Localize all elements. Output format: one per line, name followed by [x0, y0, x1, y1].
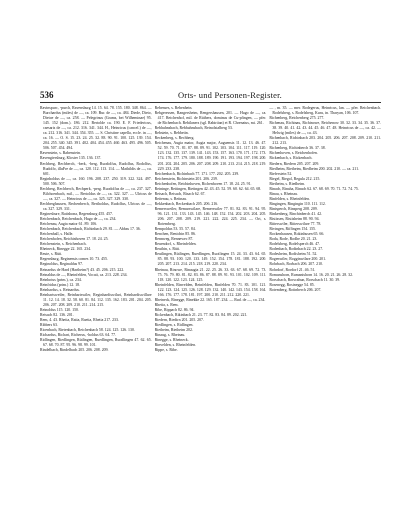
register-entry: Reichenau, Augia maior, Augia major, Auguensis 11. 12. 13. 46. 47. 52. 59. 70. 71. 81. 87. 88. 89. 91. 102. 103. 104. 111. 117. 119. 120. 123. 132. 135. 137. 139. 141. 143. 153. 157. 163. 170. 171. 172. 173. 174. 176. 177. 179. 180. 188. 189. 190. 191. 193. 194. 197. 198. 200. 201. 202. 204. 205. 206. 207. 208. 209. 210. 213. 214. 215. 218. 219. 229. 233. 238.: [154, 141, 267, 171]
register-entry: Reinaldus de —, Rheinfelden, Vocati, ca. 213. 228. 234.: [40, 272, 128, 277]
column-right: [269, 106, 381, 494]
column-left: [40, 106, 152, 494]
register-entry: Rheineck, Rinegge, Rinekke 22. 165. 187. 234. — Rud. de —, ca. 234.: [154, 297, 266, 302]
register-entry: Rechberg, Rechberch, -berk, -berg, Ruodolfus, Rudolfus, Rodolfus, Rudolfo, illuFre de —, ca. 120. 112. 113. 114. — Mathildis de —, ca. 601.: [40, 161, 152, 176]
register-entry: Reininge, Reitingen, Rietingen 42. 43. 45. 52. 59. 60. 62. 64. 65. 68.: [154, 186, 262, 191]
register-entry: Rodesheim, Rodisheim 51. 52.: [269, 252, 318, 257]
register-entry: Rinisperch, Rinsperg 208. 209.: [269, 206, 318, 211]
register-entry: Riedheim, Rietheim, Riedheim 200. 202. 210. — ca. 211.: [269, 166, 359, 171]
register-entry: Reitenau, s. Reitnau.: [154, 196, 187, 201]
register-entry: Ravengiersburg, Kloster 135. 136. 137.: [40, 156, 102, 161]
register-entry: Richenau, Richinau, Richinowe, Reichenow 30. 32. 33. 34. 35. 36. 37. 38. 39. 40. 41. 42. 43. 44. 45. 46. 47. 48. Heinricus de —, ca. 42. — Helwig (miles) de —, ca. 43.: [269, 121, 381, 136]
register-entry: Reichenstein, s. Reichenbach.: [40, 242, 87, 247]
register-entry: Richardus, Richart, Richerus, -holdus 63. 64. 77.: [40, 333, 117, 338]
register-entry: Rechberghausen, Rechenberch, Bertholdus, Rudolfus, Ulricus de —, ca. 327. 329. 331.: [40, 201, 152, 211]
register-entry: Rheinfelden, Rinvelden, Reinfelden, Rinfelden 70. 71. 83. 101. 121. 122. 123. 124. 125. 126. 128. 129. 132. 140. 142. 143. 154. 158. 164. 166. 176. 177. 178. 181. 197. 200. 210. 211. 212. 220. 221.: [154, 282, 267, 297]
register-entry: Rodenbach, Rodinbach 22. 23. 27.: [269, 247, 324, 252]
register-entry: Reginesbure, Ratisbona, Regensburg 455. 457.: [40, 211, 113, 216]
register-entry: Rempoldus 53. 55. 57. 84.: [154, 227, 196, 232]
register-entry: Rinkenberg, Rinchinberch 41. 42.: [269, 211, 323, 216]
register-columns: [40, 106, 381, 494]
page-header: [40, 90, 380, 102]
register-entry: Rietheim, s. Riedheim.: [269, 181, 306, 186]
register-entry: Reichenhofen, Reichinhoven 17. 18. 24. 25.: [40, 237, 109, 242]
register-entry: Reuthin, s. Rüti.: [154, 247, 181, 252]
register-entry: Rieferstein 52.: [269, 171, 293, 176]
register-entry: Rebgeressen, Rangersheim, Rengershausen, 201. — Hugo de —, ca. 417. Reichenhof, mil. de Rüthers, dominus de Cu-pfingen, — pfer. de Richenbach. Rebilaners (sgl. Rabirtian) et R. Chrenaius, mi. 261.: [154, 111, 267, 126]
register-entry: Renchen, Renichin 85. 86.: [154, 232, 196, 237]
register-entry: Rorschach, Rorscahun, Rorschach 11. 30. 39.: [269, 277, 341, 282]
register-entry: Reuendorf, s. Rheinfelden.: [154, 242, 197, 247]
register-entry: Rheineck, Rinegge 22. 165. 234.: [40, 247, 92, 252]
column-middle: [155, 106, 267, 494]
register-entry: Rotemberg, Rotinberch 206. 207.: [269, 287, 322, 292]
register-entry: Rockenhausen, Rokinhusen 65. 66.: [269, 232, 325, 237]
register-entry: Rechberg, Rechberch, Rechperk, -perg. Ruodolfus de —, ca. 237. 327. Bilchoenbach, mil., — Bertoldus de —, ca. 322. 327. — Ulricus de —, ca. 327. — Heinricus de —, ca. 325. 327. 329. 330.: [40, 186, 152, 201]
register-entry: Rhetia, s. Rem.: [154, 302, 179, 307]
register-entry: Reisach, Reisach, Risach 62. 67.: [154, 191, 206, 196]
register-entry: Reinhartsweiler, Reinhartswiler, Reginhardiswilari, Reinhardiswillare 11. 12. 14. 18. 32. 58. 60. 81. 84. 112. 135. 162. 183. 201. 204. 205. 206. 207. 208. 209. 210. 211. 214. 215.: [40, 292, 152, 307]
register-entry: Riegel, Riegol, Regula 212. 215.: [269, 176, 321, 181]
register-entry: Rem, 4. 43. Rhetia, Ratia, Raetia, Rhetia 217. 233.: [40, 317, 119, 322]
register-entry: Riedern, Riedirn 201. 205. 207.: [154, 317, 204, 322]
register-entry: Rennweg, Rennewec 87.: [154, 237, 194, 242]
register-entry: Reginboldus de —, ca. 160. 196. 208. 237. 250. 319. 322. 324. 497. 500. 506. 507.: [40, 176, 152, 186]
register-entry: Roda, Rode, Rodhe 20. 21. 23.: [269, 237, 318, 242]
register-entry: — , m. 35. — mer. Rodegerus, Heinricus, lan. — pfer. Reichenbach. Rodelsberg, s. Rodelsberg, Kuru, in. Tharyan, 106. 107.: [269, 106, 381, 116]
register-entry: Reichenbach, Reichenbach, Hugo de —, ca. 234.: [40, 217, 117, 222]
register-entry: Reinfridus (prim.) 12. 18.: [40, 282, 80, 287]
register-entry: Rinau, s. Rheinau.: [269, 191, 298, 196]
register-entry: Reinardus de Hard (Hartheim?) 43. 45. 206. 215. 222.: [40, 267, 125, 272]
register-entry: Ristissen, Ristisheim 88. 90. 94.: [269, 217, 320, 222]
register-entry: Rindelbach, Rindelbach 205. 206. 208. 209.: [40, 348, 109, 353]
register-entry: Ravenstein, s. Rabenstein.: [40, 151, 81, 156]
register-entry: Rogenwiler, Rogginwilare 200. 201.: [269, 257, 327, 262]
register-entry: Rohrdorf, Rordorf 21. 46. 51.: [269, 267, 316, 272]
register-entry: Rodelsberg, Rodelsperch 46. 47.: [269, 242, 321, 247]
register-entry: Rebenses, s. Rebenhein.: [154, 106, 193, 110]
register-entry: Rinach, Rinaha, Rinach 62. 67. 68. 69. 70. 71. 72. 74. 75.: [269, 186, 359, 191]
register-entry: Rickenbach, Rikinbach 21. 23. 77. 82. 83. 84. 89. 202. 221.: [154, 312, 248, 317]
register-entry: Reichenstein, Richinstein 201. 206. 239.: [154, 176, 218, 181]
register-entry: Ritterswiler, Ritterswilare 77. 78.: [269, 222, 322, 227]
register-entry: Reichenbach, Reichenbach, Richinbach 29. 81. — Abbas 17. 36.: [40, 227, 141, 232]
register-entry: Regensburg, Reginensis comes 10. 73. 455.: [40, 257, 108, 262]
register-entry: Reichenhofen, Reichinhoven, Richenhoven 17. 18. 24. 25. 91.: [154, 181, 252, 186]
register-entry: Reckenberg, s. Rechberg.: [154, 136, 195, 141]
register-entry: Richenbach, Richinbach 203. 204. 205. 206. 207. 208. 209. 210. 211. 212. 213.: [269, 136, 381, 146]
register-entry: Reutlingen, Rütlingen, Ruedlingen, Ruotlingen 15. 24. 33. 43. 64. 65. 85. 88. 93. 100. 120. 133. 149. 152. 154. 178. 181. 188. 192. 200. 205. 207. 213. 214. 215. 218. 219. 220. 234.: [154, 252, 267, 267]
register-entry: Reute, s. Rüti.: [40, 252, 63, 257]
register-entry: Romanshorn, Rumanishorn 14. 16. 20. 21. 26. 28. 32.: [269, 272, 353, 277]
register-entry: Ribe, Rippach 82. 86. 94.: [154, 307, 195, 312]
register-entry: Rickenbach, s. Rickenbach.: [269, 156, 313, 161]
register-entry: Rheinau, Rinowe, Rinaugia 21. 22. 25. 26. 33. 63. 67. 68. 69. 72. 73. 75. 76. 79. 80. 81. 82. 83. 86. 87. 88. 89. 91. 93. 101. 102. 109. 111. 118. 120. 122. 123. 124. 125.: [154, 267, 267, 282]
register-entry: Ricenbach, Rietenbach, Reichenbach 58. 124. 125. 126. 130.: [40, 328, 135, 333]
register-entry: Rinaug, s. Rheinau.: [154, 333, 186, 338]
register-entry: Reichenbach, Richinbach 77. 171. 177. 202. 205. 239.: [154, 171, 240, 176]
register-entry: Reisach 82. 136. 201.: [40, 312, 74, 317]
register-entry: Ribbers 63.: [40, 323, 58, 328]
register-entry: Rohrbach, Rorbach 206. 207. 210.: [269, 262, 323, 267]
register-entry: Ravinspurc, -purch, Ravensburg 14. 15. 64. 78. 155. 180. 348. 864. — Burchardus (miles) de —, ca. 109. Bur. de —, ca. 484. Diede, Dieto, Dietoe de —, ca. 258. — Pelegrinus (Grams, bei Wilheminae) 95. 145. 152 (dom.). 186. 212. Bertolde ca. 190. E. F. Friedericus, caesaris de —, ca. 212. 316. 341. 344. H., Heinricus (cancel.) de —, ca. 212. 316. 341. 344. 354. 355. — S. Christine capella, eccle. in —, ca. 16. — O. S. 15. 23. 24. 25. 32. 88. 90. 91. 100. 125. 139. 154. 204. 255. 340. 345. 391. 402. 404. 454. 455. 460. 463. 495. 496. 505. 506. 507. 454. 494.: [40, 106, 152, 151]
register-entry: Richenhoven, s. Reichenhofen.: [269, 151, 318, 156]
register-entry: Rietheim, Rietheim 202.: [154, 328, 193, 333]
register-entry: Rinvelden, s. Rheinfelden.: [154, 343, 197, 348]
header-rule: [40, 102, 381, 103]
register-entry: Rebhuhnsbach, Rebhuhnsbach, Reinolstalberg 53.: [154, 126, 233, 131]
running-title: Orts- und Personen-Register.: [177, 90, 283, 100]
register-entry: Reginoldus, Reginaldus 97.: [40, 262, 84, 267]
register-entry: Rekkenbach, Reckenbach 205. 206. 216.: [154, 201, 219, 206]
register-entry: Rinfelden, s. Rheinfelden.: [269, 196, 311, 201]
register-entry: Reinbotus (prim.), ca. 234.: [40, 277, 82, 282]
register-entry: Reinoldus 115. 120. 150.: [40, 307, 79, 312]
register-entry: Reichenhall, s. Halle.: [40, 232, 74, 237]
register-entry: Reinhardus, s. Reinardus.: [40, 287, 80, 292]
register-entry: Riedern, Riedern 205. 207. 209.: [269, 161, 320, 166]
register-entry: Riedlingen, s. Ridlingen.: [154, 323, 194, 328]
register-entry: Ridlingen, Riedlingen, Rütlingen, Ruedlingen, Ruodlingen 47. 62. 65. 67. 68. 70. 87. 95. 96. 98. 99. 101.: [40, 338, 152, 348]
register-entry: Richenberg, Reichenberg 275. 277.: [269, 116, 325, 121]
register-entry: Rinegge, s. Rheineck.: [154, 338, 189, 343]
register-entry: Rivingen, Riffingen 154. 155.: [269, 227, 316, 232]
register-entry: Richenberg, Richinberch 36. 37. 38.: [269, 146, 326, 151]
register-entry: Reichenau, Augia maior 61. 89. 106.: [40, 222, 98, 227]
register-entry: Remersweiler, Remarswilare, Remerswiler 77. 81. 82. 83. 91. 94. 95. 96. 121. 131. 133. 143. 145. 146. 148. 152. 154. 202. 203. 204. 205. 206. 207. 208. 209. 219. 221. 222. 224. 225. 234. — Ort, s. Rotemberg.: [154, 206, 267, 227]
page-number: 536: [40, 90, 54, 100]
register-entry: Rebstein, s. Rebbetin.: [154, 131, 189, 136]
register-entry: Rosenegg, Rosinegge 54. 85.: [269, 282, 315, 287]
register-entry: Ringingen, Ringingin 110. 111. 112.: [269, 201, 326, 206]
register-entry: Rippe, s. Ribe.: [154, 348, 178, 353]
